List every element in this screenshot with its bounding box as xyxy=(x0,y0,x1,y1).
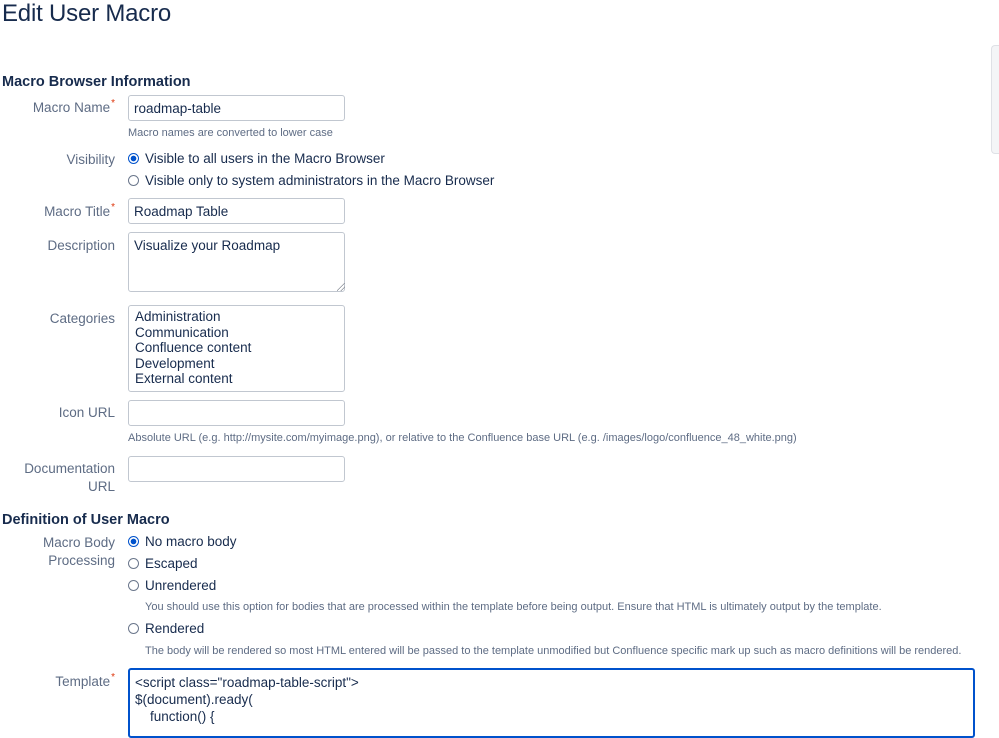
visibility-option-all-users[interactable] xyxy=(128,151,385,166)
required-asterisk: * xyxy=(111,202,115,213)
icon-url-input[interactable] xyxy=(128,400,345,426)
categories-label: Categories xyxy=(49,311,115,326)
section-heading-definition: Definition of User Macro xyxy=(2,512,170,528)
unrendered-hint: You should use this option for bodies that are processed within the template before being output. Ensure that HTML is ultimately output by the template. xyxy=(145,601,882,613)
macro-name-label xyxy=(33,99,115,119)
template-line: $(document).ready( xyxy=(135,692,253,707)
category-option[interactable]: External content xyxy=(135,371,233,387)
section-heading-browser-info: Macro Browser Information xyxy=(2,74,191,90)
category-option[interactable]: Administration xyxy=(135,309,221,324)
template-label xyxy=(55,673,115,693)
description-textarea[interactable] xyxy=(128,232,345,292)
required-asterisk: * xyxy=(111,672,115,683)
radio-selected-icon[interactable] xyxy=(128,536,139,547)
body-option-escaped[interactable] xyxy=(128,556,198,571)
category-option[interactable]: Communication xyxy=(135,324,229,340)
body-option-no-body-label: No macro body xyxy=(145,534,237,549)
body-option-escaped-label: Escaped xyxy=(145,556,198,571)
icon-url-label: Icon URL xyxy=(58,405,115,420)
template-label-text: Template xyxy=(55,674,111,689)
visibility-option-all-users-label: Visible to all users in the Macro Browser xyxy=(145,151,385,166)
documentation-url-label: Documentation URL xyxy=(24,461,115,494)
category-option[interactable]: Development xyxy=(135,355,215,371)
macro-name-label-text: Macro Name xyxy=(32,100,111,115)
macro-name-hint: Macro names are converted to lower case xyxy=(128,127,333,139)
macro-title-label-text: Macro Title xyxy=(44,204,111,219)
macro-name-input[interactable] xyxy=(128,95,345,121)
body-option-unrendered[interactable] xyxy=(128,578,216,593)
page-scrollbar[interactable] xyxy=(991,45,999,154)
radio-unselected-icon[interactable] xyxy=(128,623,139,634)
categories-listbox[interactable] xyxy=(128,305,345,392)
template-line: function() { xyxy=(135,709,215,724)
page-title: Edit User Macro xyxy=(2,0,172,27)
body-processing-label xyxy=(43,534,115,570)
visibility-option-admins-only-label: Visible only to system administrators in the Macro Browser xyxy=(145,173,495,188)
body-option-no-body[interactable] xyxy=(128,534,237,549)
template-editor[interactable] xyxy=(128,668,975,738)
rendered-hint: The body will be rendered so most HTML entered will be passed to the template unmodified but Confluence specific mark up such as macro definitions will be rendered. xyxy=(145,645,962,657)
radio-unselected-icon[interactable] xyxy=(128,580,139,591)
category-option[interactable]: Confluence content xyxy=(135,340,252,356)
radio-selected-icon[interactable] xyxy=(128,153,139,164)
body-processing-label-line1: Macro Body xyxy=(42,535,115,550)
template-line: <script class="roadmap-table-script"> xyxy=(135,675,359,690)
body-processing-label-line2: Processing xyxy=(48,553,115,568)
radio-unselected-icon[interactable] xyxy=(128,175,139,186)
documentation-url-input[interactable] xyxy=(128,456,345,482)
icon-url-hint: Absolute URL (e.g. http://mysite.com/myimage.png), or relative to the Confluence base URL (e.g. /images/logo/confluence_48_white.png) xyxy=(128,432,797,444)
visibility-option-admins-only[interactable] xyxy=(128,173,494,188)
required-asterisk: * xyxy=(111,98,115,109)
body-option-unrendered-label: Unrendered xyxy=(145,578,217,593)
description-label: Description xyxy=(47,238,115,253)
body-option-rendered[interactable] xyxy=(128,621,204,636)
body-option-rendered-label: Rendered xyxy=(145,621,205,636)
radio-unselected-icon[interactable] xyxy=(128,558,139,569)
macro-title-input[interactable] xyxy=(128,198,345,224)
macro-title-label xyxy=(44,203,115,223)
resize-handle-icon[interactable] xyxy=(337,283,345,291)
visibility-label: Visibility xyxy=(66,152,115,167)
